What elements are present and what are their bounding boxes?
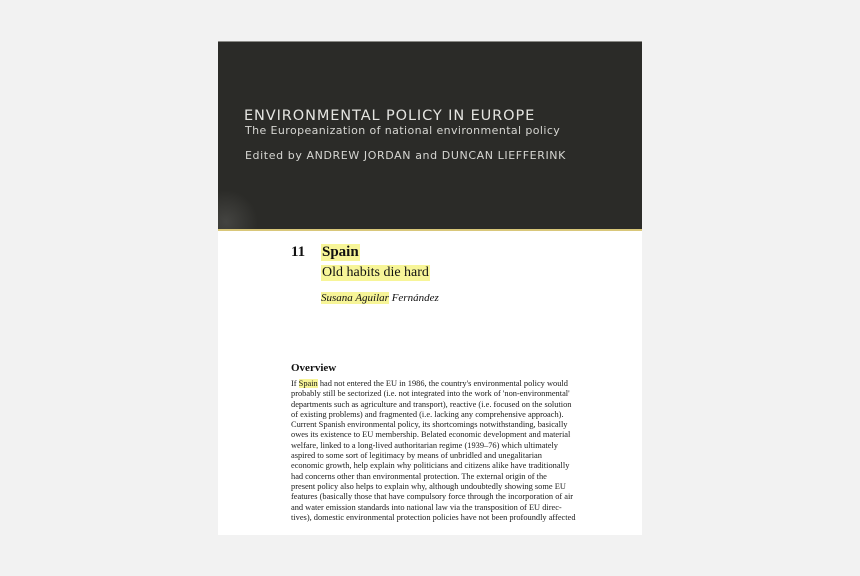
body-line: tives), domestic environmental protection policies have not been profoundly affected: [291, 512, 576, 522]
section-heading: Overview: [291, 362, 337, 374]
body-line: features (basically those that have compulsory force through the incorporation of air: [291, 492, 574, 502]
book-editors: Edited by ANDREW JORDAN and DUNCAN LIEFFERINK: [245, 149, 566, 162]
body-line: [291, 379, 612, 389]
body-line: had concerns other than environmental protection. The external origin of the: [291, 471, 547, 481]
body-line: of existing problems) and fragmented (i.e. lacking any comprehensive approach).: [291, 409, 564, 419]
chapter-subtitle: Old habits die hard: [322, 265, 429, 280]
body-line: Current Spanish environmental policy, its shortcomings notwithstanding, basically: [291, 420, 568, 430]
body-line: owes its existence to EU membership. Belated economic development and material: [291, 430, 571, 440]
body-line: departments such as agriculture and transport), reactive (i.e. focused on the solution: [291, 399, 572, 409]
cover-shadow: [218, 190, 258, 230]
book-subtitle: The Europeanization of national environmental policy: [245, 124, 561, 137]
body-line: and water emission standards into national law via the transposition of EU direc-: [291, 502, 562, 512]
body-paragraph: [291, 379, 612, 523]
body-line: aspired to some sort of legitimacy by means of unbridled and unegalitarian: [291, 451, 542, 461]
author-rest: Fernández: [388, 292, 439, 304]
body-line: welfare, linked to a long-lived authoritarian regime (1939–76) which ultimately: [291, 440, 558, 450]
body-line: economic growth, help explain why politicians and citizens alike have traditionally: [291, 461, 570, 471]
author-highlighted: Susana Aguilar: [321, 292, 389, 304]
first-word: If: [291, 379, 299, 388]
line-text: had not entered the EU in 1986, the country's environmental policy would: [317, 379, 568, 388]
document-page: [218, 41, 642, 535]
cover-divider: [218, 229, 642, 231]
chapter-author: [321, 292, 439, 304]
search-highlight: Spain: [298, 379, 318, 388]
chapter-number: 11: [291, 244, 306, 260]
book-title: ENVIRONMENTAL POLICY IN EUROPE: [244, 108, 536, 124]
book-cover-banner: [218, 41, 642, 230]
body-line: probably still be sectorized (i.e. not integrated into the work of 'non-environmental': [291, 389, 570, 399]
chapter-title: Spain: [322, 244, 359, 260]
body-line: present policy also helps to explain why, although undoubtedly showing some EU: [291, 481, 566, 491]
